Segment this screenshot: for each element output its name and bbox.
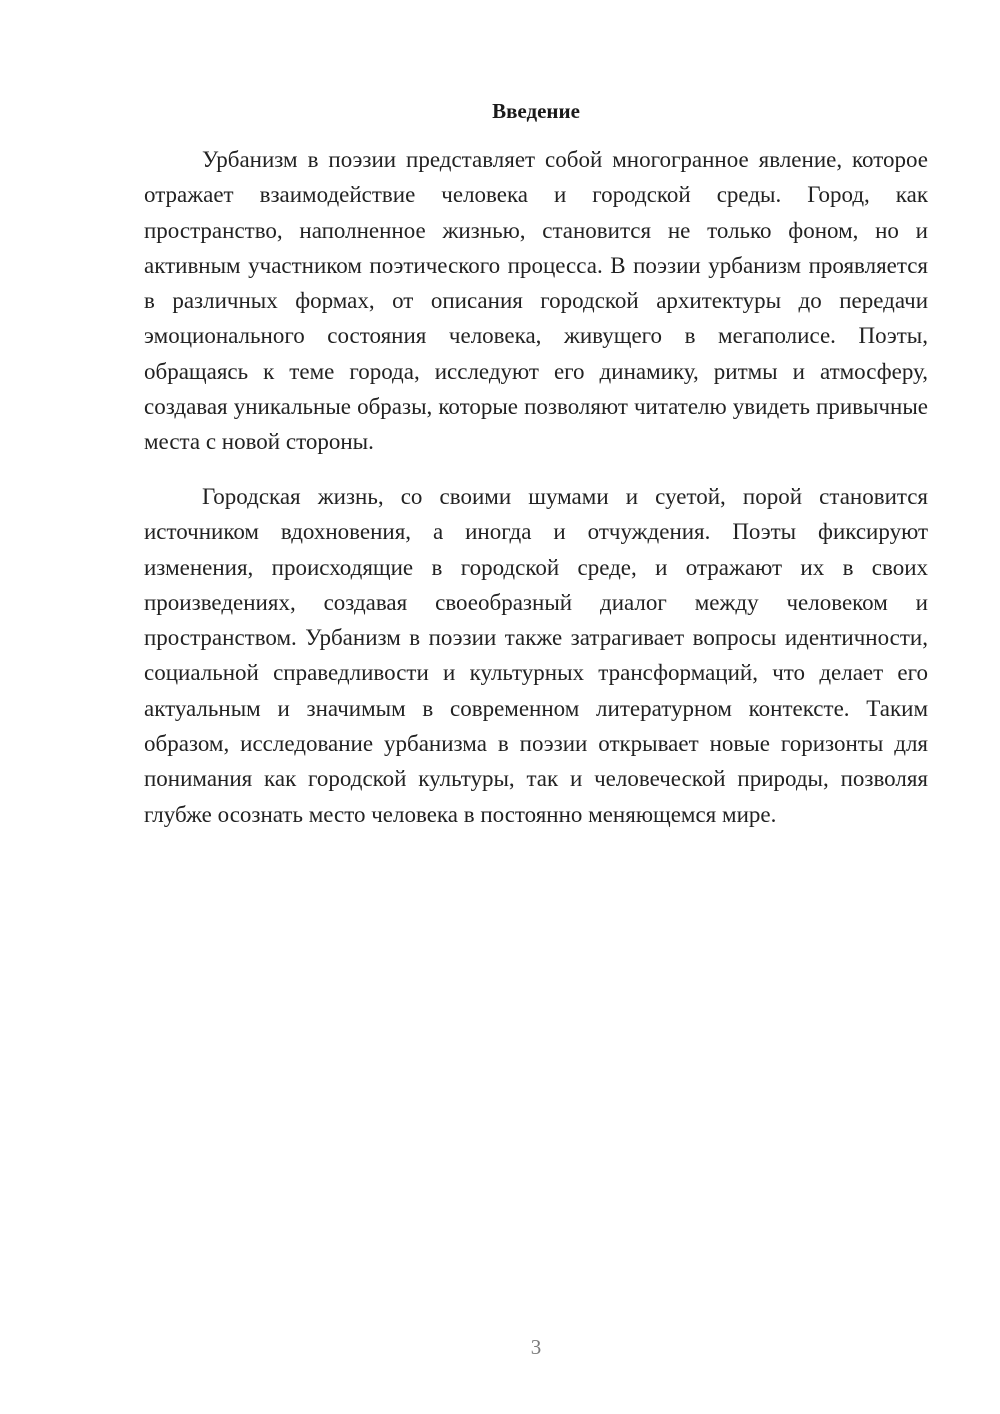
section-heading: Введение [492, 99, 580, 123]
paragraph-1: Урбанизм в поэзии представляет собой многогранное явление, которое отражает взаимодействие человека и городской среды. Город, как пространство, наполненное жизнью, становится не только фоном, но и активным участником поэтического процесса. В поэзии урбанизм проявляется в различных формах, от описания городской архитектуры до передачи эмоционального состояния человека, живущего в мегаполисе. Поэты, обращаясь к теме города, исследуют его динамику, ритмы и атмосферу, создавая уникальные образы, которые позволяют читателю увидеть привычные места с новой стороны. [144, 147, 928, 455]
page-number: 3 [530, 1335, 542, 1359]
paragraph-2: Городская жизнь, со своими шумами и суетой, порой становится источником вдохновения, а иногда и отчуждения. Поэты фиксируют изменения, происходящие в городской среде, и отражают их в своих произведениях, создавая своеобразный диалог между человеком и пространством. Урбанизм в поэзии также затрагивает вопросы идентичности, социальной справедливости и культурных трансформаций, что делает его актуальным и значимым в современном литературном контексте. Таким образом, исследование урбанизма в поэзии открывает новые горизонты для понимания как городской культуры, так и человеческой природы, позволяя глубже осознать место человека в постоянно меняющемся мире. [144, 484, 928, 827]
